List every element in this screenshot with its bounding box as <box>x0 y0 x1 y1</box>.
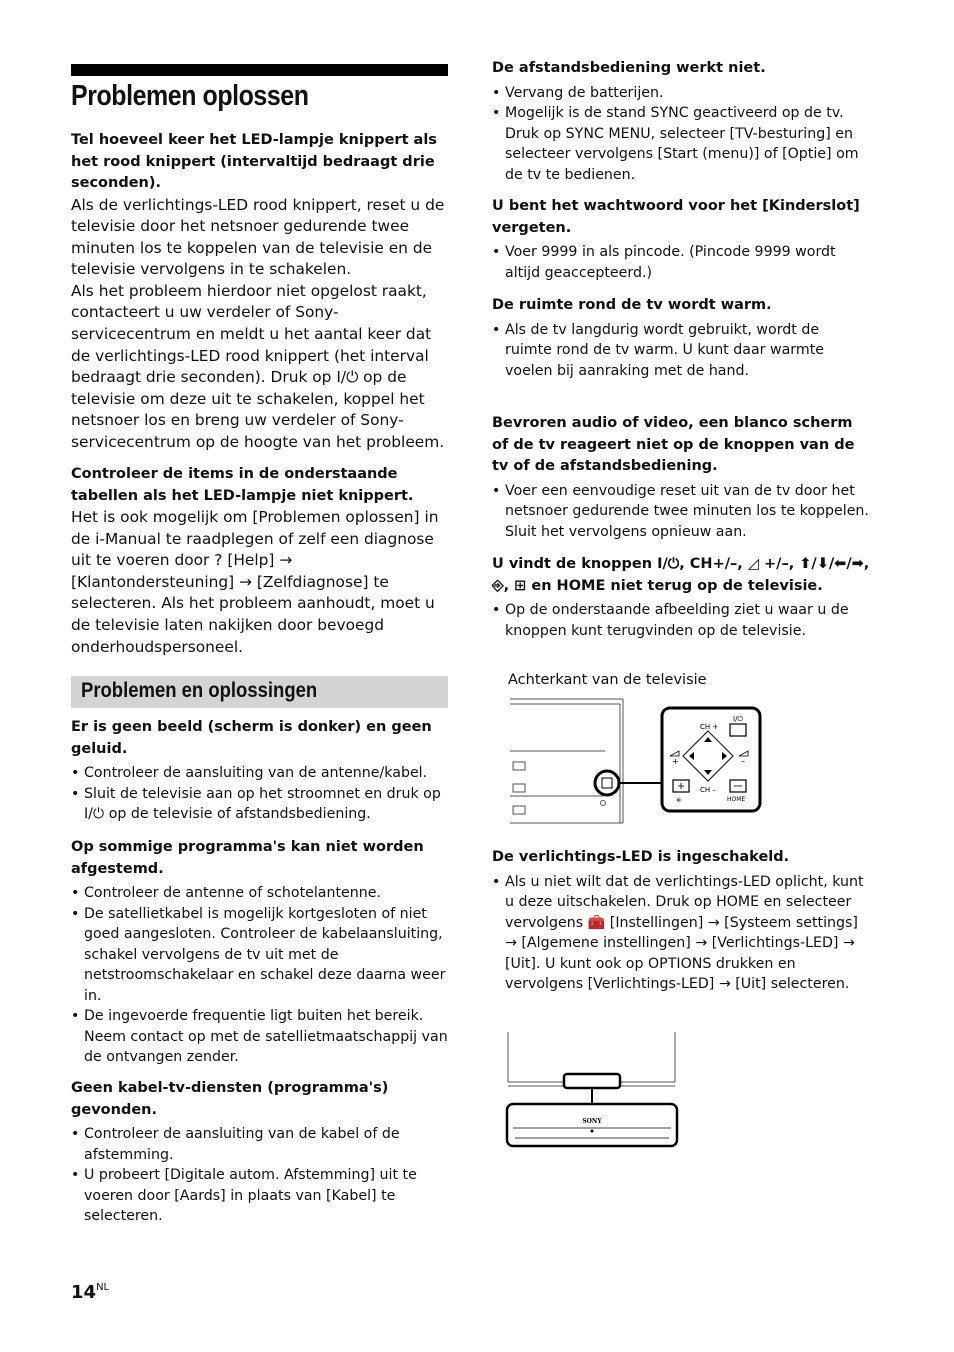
power-label: I/⏻ <box>733 715 743 723</box>
tuning-section <box>71 837 448 1068</box>
page-number-value: 14 <box>71 1282 97 1303</box>
section-heading: Tel hoeveel keer het LED-lampje knippert als het rood knippert (intervaltijd bedraagt drie seconden). <box>71 132 437 191</box>
question-heading: U vindt de knoppen I/⏻, CH+/–, ◿ +/–, ⬆/⬇/⬅/➡, ⎆, ⊞ en HOME niet terug op de televisie. <box>492 556 870 594</box>
input-icon: ⎆ <box>677 797 682 804</box>
paragraph: Als de verlichtings-LED rood knippert, reset u de televisie door het netsnoer gedurende twee minuten los te koppelen van de televisie en de televisie vervolgens in te schakelen. <box>71 195 445 279</box>
paragraph: Als het probleem hierdoor niet opgelost raakt, contacteert u uw verdeler of Sony-servicecentrum en meldt u het aantal keer dat de verlichtings-LED rood knippert (het interval bedraagt drie seconden). Druk op I/⏻ op de televisie om deze uit te schakelen, koppel het netsnoer los en breng uw verdeler of Sony-servicecentrum op de hoogte van het probleem. <box>71 281 445 452</box>
ch-minus-label: CH – <box>700 786 716 794</box>
led-blink-section <box>71 130 448 454</box>
frozen-section <box>492 413 870 542</box>
warm-section <box>492 295 870 381</box>
list-item: • U probeert [Digitale autom. Afstemming] uit te voeren door [Aards] in plaats van [Kabel] te selecteren. <box>71 1165 448 1227</box>
no-picture-section <box>71 717 448 825</box>
list-item: • Sluit de televisie aan op het stroomnet en druk op I/⏻ op de televisie of afstandsbediening. <box>71 784 448 825</box>
led-indicator-icon <box>591 1130 594 1133</box>
question-heading: De verlichtings-LED is ingeschakeld. <box>492 849 790 865</box>
page-number <box>71 1282 109 1303</box>
section-heading: Controleer de items in de onderstaande tabellen als het LED-lampje niet knippert. <box>71 466 414 504</box>
led-on-section <box>492 847 870 995</box>
list-item: • Als u niet wilt dat de verlichtings-LED oplicht, kunt u deze uitschakelen. Druk op HOME en selecteer vervolgens 🧰 [Instellingen] → [Systeem settings] → [Algemene instellingen] → [Verlichtings-LED] → [Uit]. U kunt ook op OPTIONS drukken en vervolgens [Verlichtings-LED] → [Uit] selecteren. <box>492 872 870 995</box>
remote-section <box>492 58 870 185</box>
list-item: • Controleer de aansluiting van de kabel of de afstemming. <box>71 1124 448 1165</box>
sony-logo: SONY <box>582 1118 602 1125</box>
list-item: • Als de tv langdurig wordt gebruikt, wordt de ruimte rond de tv warm. U kunt daar warmte voelen bij aanraking met de hand. <box>492 320 870 382</box>
vol-plus-label: + <box>672 757 679 766</box>
vol-minus-label: – <box>741 757 745 766</box>
list-item: • Voer 9999 in als pincode. (Pincode 9999 wordt altijd geaccepteerd.) <box>492 242 870 283</box>
question-heading: Bevroren audio of video, een blanco scherm of de tv reageert niet op de knoppen van de tv of de afstandsbediening. <box>492 415 855 474</box>
question-heading: U bent het wachtwoord voor het [Kinderslot] vergeten. <box>492 198 860 236</box>
list-item: • De ingevoerde frequentie ligt buiten het bereik. Neem contact op met de satellietmaatschappij van de ontvangen zender. <box>71 1006 448 1068</box>
password-section <box>492 196 870 283</box>
led-zoom-panel <box>507 1104 677 1146</box>
question-heading: De ruimte rond de tv wordt warm. <box>492 297 772 313</box>
buttons-section <box>492 554 870 641</box>
question-heading: Er is geen beeld (scherm is donker) en geen geluid. <box>71 719 432 757</box>
led-location-marker <box>564 1074 620 1088</box>
ch-plus-label: CH + <box>700 723 719 731</box>
list-item: • Mogelijk is de stand SYNC geactiveerd op de tv. Druk op SYNC MENU, selecteer [TV-besturing] en selecteer vervolgens [Start (menu)] of [Optie] om de tv te bedienen. <box>492 103 870 185</box>
section-banner-title: Problemen en oplossingen <box>81 679 318 702</box>
list-item: • Voer een eenvoudige reset uit van de tv door het netsnoer gedurende twee minuten los te koppelen. Sluit het vervolgens opnieuw aan. <box>492 481 870 543</box>
power-button-icon <box>730 724 746 736</box>
paragraph: Het is ook mogelijk om [Problemen oplossen] in de i-Manual te raadplegen of zelf een diagnose uit te voeren door ? [Help] → [Klantondersteuning] → [Zelfdiagnose] te selecteren. Als het probleem aanhoudt, moet u de televisie laten nakijken door bevoegd onderhoudspersoneel. <box>71 508 439 656</box>
check-items-section <box>71 464 448 658</box>
list-item: • De satellietkabel is mogelijk kortgesloten of niet goed aangesloten. Controleer de kabelaansluiting, schakel vervolgens de tv uit met de netstroomschakelaar en schakel deze daarna weer in. <box>71 904 448 1007</box>
list-item: • Controleer de aansluiting van de antenne/kabel. <box>71 763 448 784</box>
page-lang: NL <box>96 1282 110 1293</box>
page-title: Problemen oplossen <box>71 80 309 112</box>
list-item: • Vervang de batterijen. <box>492 83 870 104</box>
tv-back-illustration <box>505 696 767 828</box>
section-banner <box>71 676 448 708</box>
home-label: HOME <box>727 796 746 803</box>
question-heading: Geen kabel-tv-diensten (programma's) gevonden. <box>71 1080 389 1118</box>
question-heading: Op sommige programma's kan niet worden afgestemd. <box>71 839 424 877</box>
title-rule <box>71 64 448 76</box>
list-item: • Op de onderstaande afbeelding ziet u waar u de knoppen kunt terugvinden op de televisie. <box>492 600 870 641</box>
tv-front-led-illustration <box>505 1030 681 1150</box>
question-heading: De afstandsbediening werkt niet. <box>492 60 766 76</box>
cable-section <box>71 1078 448 1227</box>
list-item: • Controleer de antenne of schotelantenne. <box>71 883 448 904</box>
figure-caption: Achterkant van de televisie <box>508 672 707 688</box>
